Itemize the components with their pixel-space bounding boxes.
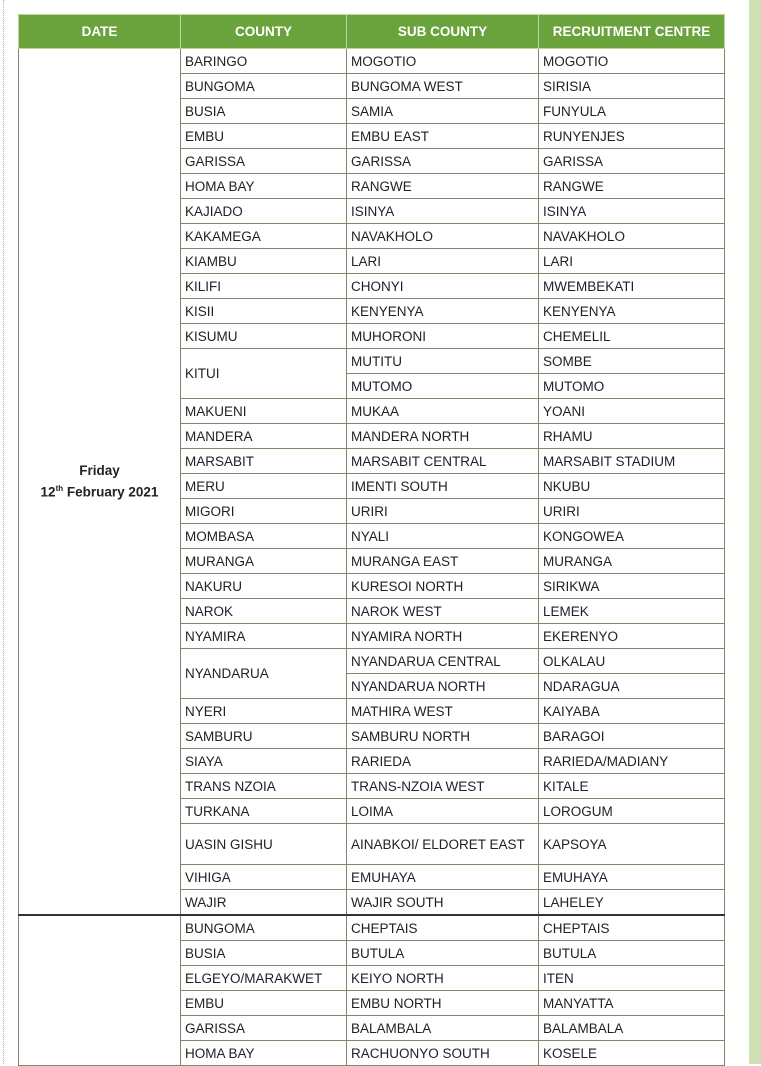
- recruitment-centre-cell: MWEMBEKATI: [539, 274, 725, 299]
- recruitment-centre-cell: SIRIKWA: [539, 574, 725, 599]
- sub-county-cell: MUTITU: [347, 349, 539, 374]
- sub-county-cell: AINABKOI/ ELDORET EAST: [347, 824, 539, 865]
- sub-county-cell: ISINYA: [347, 199, 539, 224]
- county-cell: KIAMBU: [181, 249, 347, 274]
- county-cell: BUNGOMA: [181, 74, 347, 99]
- county-cell: SIAYA: [181, 749, 347, 774]
- sub-county-cell: MATHIRA WEST: [347, 699, 539, 724]
- recruitment-centre-cell: KAIYABA: [539, 699, 725, 724]
- date-cell: [19, 49, 181, 916]
- sub-county-cell: NAVAKHOLO: [347, 224, 539, 249]
- page-edge-dotted-line: [3, 0, 4, 1064]
- recruitment-centre-cell: CHEMELIL: [539, 324, 725, 349]
- recruitment-centre-cell: RHAMU: [539, 424, 725, 449]
- recruitment-centre-cell: KENYENYA: [539, 299, 725, 324]
- county-cell: EMBU: [181, 124, 347, 149]
- date-ordinal: th: [55, 483, 64, 493]
- sub-county-cell: NYAMIRA NORTH: [347, 624, 539, 649]
- sub-county-cell: KENYENYA: [347, 299, 539, 324]
- sub-county-cell: MOGOTIO: [347, 49, 539, 74]
- sub-county-cell: BALAMBALA: [347, 1016, 539, 1041]
- county-cell: GARISSA: [181, 149, 347, 174]
- sub-county-cell: EMBU NORTH: [347, 991, 539, 1016]
- sub-county-cell: LARI: [347, 249, 539, 274]
- sub-county-cell: KURESOI NORTH: [347, 574, 539, 599]
- county-cell: NYANDARUA: [181, 649, 347, 699]
- table-body: [19, 49, 725, 1066]
- county-cell: KISII: [181, 299, 347, 324]
- recruitment-centre-cell: SOMBE: [539, 349, 725, 374]
- recruitment-centre-cell: LOROGUM: [539, 799, 725, 824]
- recruitment-centre-cell: RANGWE: [539, 174, 725, 199]
- county-cell: MERU: [181, 474, 347, 499]
- sub-county-cell: SAMIA: [347, 99, 539, 124]
- sub-county-cell: LOIMA: [347, 799, 539, 824]
- sub-county-cell: NAROK WEST: [347, 599, 539, 624]
- recruitment-centre-cell: ISINYA: [539, 199, 725, 224]
- county-cell: WAJIR: [181, 890, 347, 916]
- sub-county-cell: CHONYI: [347, 274, 539, 299]
- recruitment-centre-cell: ITEN: [539, 966, 725, 991]
- county-cell: HOMA BAY: [181, 174, 347, 199]
- sub-county-cell: MURANGA EAST: [347, 549, 539, 574]
- sub-county-cell: EMBU EAST: [347, 124, 539, 149]
- table-row: [19, 49, 725, 74]
- recruitment-centre-cell: OLKALAU: [539, 649, 725, 674]
- recruitment-centre-cell: RUNYENJES: [539, 124, 725, 149]
- county-cell: NYAMIRA: [181, 624, 347, 649]
- sub-county-cell: TRANS-NZOIA WEST: [347, 774, 539, 799]
- sub-county-cell: IMENTI SOUTH: [347, 474, 539, 499]
- sub-county-cell: URIRI: [347, 499, 539, 524]
- sub-county-cell: RARIEDA: [347, 749, 539, 774]
- recruitment-centre-cell: URIRI: [539, 499, 725, 524]
- recruitment-centre-cell: NKUBU: [539, 474, 725, 499]
- date-number: 12: [40, 484, 56, 500]
- header-recruitment-centre: RECRUITMENT CENTRE: [539, 15, 725, 49]
- header-row: [19, 15, 725, 49]
- county-cell: MARSABIT: [181, 449, 347, 474]
- table-row: [19, 915, 725, 941]
- county-cell: BARINGO: [181, 49, 347, 74]
- sub-county-cell: RANGWE: [347, 174, 539, 199]
- date-day: Friday: [79, 462, 120, 478]
- header-county: COUNTY: [181, 15, 347, 49]
- date-full: [23, 480, 176, 502]
- county-cell: KILIFI: [181, 274, 347, 299]
- county-cell: ELGEYO/MARAKWET: [181, 966, 347, 991]
- sub-county-cell: NYANDARUA CENTRAL: [347, 649, 539, 674]
- side-accent-bar: [749, 0, 761, 1064]
- recruitment-centre-cell: LEMEK: [539, 599, 725, 624]
- recruitment-centre-cell: GARISSA: [539, 149, 725, 174]
- county-cell: BUNGOMA: [181, 915, 347, 941]
- sub-county-cell: EMUHAYA: [347, 865, 539, 890]
- county-cell: MAKUENI: [181, 399, 347, 424]
- county-cell: KAJIADO: [181, 199, 347, 224]
- sub-county-cell: NYALI: [347, 524, 539, 549]
- recruitment-centre-cell: KAPSOYA: [539, 824, 725, 865]
- county-cell: BUSIA: [181, 941, 347, 966]
- recruitment-centre-cell: CHEPTAIS: [539, 915, 725, 941]
- county-cell: NAKURU: [181, 574, 347, 599]
- county-cell: SAMBURU: [181, 724, 347, 749]
- sub-county-cell: NYANDARUA NORTH: [347, 674, 539, 699]
- recruitment-centre-cell: NDARAGUA: [539, 674, 725, 699]
- county-cell: MURANGA: [181, 549, 347, 574]
- county-cell: VIHIGA: [181, 865, 347, 890]
- county-cell: UASIN GISHU: [181, 824, 347, 865]
- sub-county-cell: GARISSA: [347, 149, 539, 174]
- sub-county-cell: MUKAA: [347, 399, 539, 424]
- county-cell: TRANS NZOIA: [181, 774, 347, 799]
- sub-county-cell: CHEPTAIS: [347, 915, 539, 941]
- date-month-year: February 2021: [63, 484, 159, 500]
- recruitment-centre-cell: EMUHAYA: [539, 865, 725, 890]
- date-cell: [19, 915, 181, 1066]
- recruitment-centre-cell: YOANI: [539, 399, 725, 424]
- recruitment-centre-cell: BALAMBALA: [539, 1016, 725, 1041]
- sub-county-cell: KEIYO NORTH: [347, 966, 539, 991]
- sub-county-cell: MUHORONI: [347, 324, 539, 349]
- county-cell: KITUI: [181, 349, 347, 399]
- county-cell: KAKAMEGA: [181, 224, 347, 249]
- sub-county-cell: BUTULA: [347, 941, 539, 966]
- recruitment-centre-cell: BUTULA: [539, 941, 725, 966]
- sub-county-cell: BUNGOMA WEST: [347, 74, 539, 99]
- recruitment-centre-cell: LAHELEY: [539, 890, 725, 916]
- recruitment-centre-cell: MARSABIT STADIUM: [539, 449, 725, 474]
- recruitment-centre-cell: MURANGA: [539, 549, 725, 574]
- recruitment-centre-cell: KITALE: [539, 774, 725, 799]
- county-cell: TURKANA: [181, 799, 347, 824]
- county-cell: EMBU: [181, 991, 347, 1016]
- county-cell: MANDERA: [181, 424, 347, 449]
- county-cell: BUSIA: [181, 99, 347, 124]
- sub-county-cell: SAMBURU NORTH: [347, 724, 539, 749]
- recruitment-centre-cell: NAVAKHOLO: [539, 224, 725, 249]
- recruitment-centre-cell: BARAGOI: [539, 724, 725, 749]
- header-date: DATE: [19, 15, 181, 49]
- sub-county-cell: MANDERA NORTH: [347, 424, 539, 449]
- recruitment-schedule-table: [18, 14, 725, 1066]
- recruitment-centre-cell: MOGOTIO: [539, 49, 725, 74]
- county-cell: NYERI: [181, 699, 347, 724]
- recruitment-centre-cell: EKERENYO: [539, 624, 725, 649]
- recruitment-centre-cell: MANYATTA: [539, 991, 725, 1016]
- header-sub-county: SUB COUNTY: [347, 15, 539, 49]
- county-cell: GARISSA: [181, 1016, 347, 1041]
- sub-county-cell: MARSABIT CENTRAL: [347, 449, 539, 474]
- county-cell: KISUMU: [181, 324, 347, 349]
- recruitment-centre-cell: SIRISIA: [539, 74, 725, 99]
- sub-county-cell: RACHUONYO SOUTH: [347, 1041, 539, 1066]
- sub-county-cell: MUTOMO: [347, 374, 539, 399]
- county-cell: NAROK: [181, 599, 347, 624]
- recruitment-centre-cell: KONGOWEA: [539, 524, 725, 549]
- county-cell: MOMBASA: [181, 524, 347, 549]
- recruitment-centre-cell: FUNYULA: [539, 99, 725, 124]
- county-cell: MIGORI: [181, 499, 347, 524]
- county-cell: HOMA BAY: [181, 1041, 347, 1066]
- sub-county-cell: WAJIR SOUTH: [347, 890, 539, 916]
- recruitment-centre-cell: RARIEDA/MADIANY: [539, 749, 725, 774]
- recruitment-centre-cell: MUTOMO: [539, 374, 725, 399]
- recruitment-centre-cell: LARI: [539, 249, 725, 274]
- recruitment-centre-cell: KOSELE: [539, 1041, 725, 1066]
